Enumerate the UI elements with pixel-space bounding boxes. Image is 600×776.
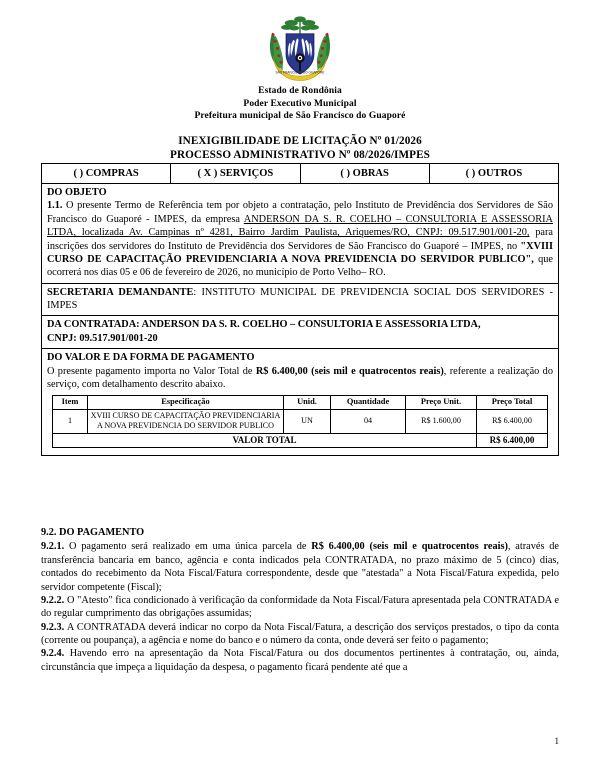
- pagamento-1-bold: R$ 6.400,00 (seis mil e quatrocentos reais): [311, 541, 508, 553]
- title-inexigibilidade: INEXIGIBILIDADE DE LICITAÇÃO Nº 01/2026: [178, 134, 422, 147]
- cell-especificacao: XVIII CURSO DE CAPACITAÇÃO PREVIDENCIARIA A NOVA PREVIDENCIA DO SERVIDOR PUBLICO: [88, 410, 284, 434]
- cell-preco-unit: R$ 1.600,00: [406, 410, 477, 434]
- document-masthead: [0, 0, 600, 163]
- org-line-branch: Poder Executivo Municipal: [243, 98, 357, 109]
- valor-amount: R$ 6.400,00 (seis mil e quatrocentos reais): [255, 365, 444, 377]
- category-compras[interactable]: ( ) COMPRAS: [42, 164, 171, 183]
- objeto-text-3: que ocorrerá nos dias 05 e 06 de fevereiro de 2026, no município de Porto Velho– RO.: [47, 253, 553, 279]
- pagamento-item-3: [41, 621, 559, 648]
- items-table: [52, 395, 548, 448]
- total-value: R$ 6.400,00: [477, 433, 548, 448]
- svg-text:SÃO FRANCISCO DO GUAPORÉ: SÃO FRANCISCO DO GUAPORÉ: [275, 70, 325, 75]
- document-title-block: [0, 134, 600, 164]
- table-total-row: [53, 433, 548, 448]
- section-objeto: [42, 184, 558, 284]
- objeto-course: "XVIII CURSO DE CAPACITAÇÃO PREVIDENCIARIA A NOVA PREVIDENCIA DO SERVIDOR PUBLICO",: [47, 240, 553, 265]
- pagamento-3-number: 9.2.3.: [41, 621, 65, 633]
- valor-paragraph: [47, 365, 553, 392]
- objeto-text-1: O presente Termo de Referência tem por objeto a contratação, pelo Instituto de Previdência dos Servidores de São Francisco do Guaporé - IMPES, da empresa: [47, 200, 553, 225]
- col-especificacao: Especificação: [88, 396, 284, 410]
- pagamento-2-number: 9.2.2.: [41, 594, 65, 606]
- total-label: VALOR TOTAL: [53, 433, 477, 448]
- col-preco-total: Preço Total: [477, 396, 548, 410]
- valor-text-2: , referente a realização do serviço, com detalhamento descrito abaixo.: [47, 365, 553, 390]
- col-unid: Unid.: [284, 396, 331, 410]
- title-processo: PROCESSO ADMINISTRATIVO Nº 08/2026/IMPES: [170, 149, 430, 162]
- secretaria-label: SECRETARIA DEMANDANTE: [47, 286, 194, 298]
- org-line-city: Prefeitura municipal de São Francisco do Guaporé: [194, 111, 406, 122]
- contratada-line1: DA CONTRATADA: ANDERSON DA S. R. COELHO – CONSULTORIA E ASSESSORIA LTDA,: [47, 319, 481, 331]
- category-outros[interactable]: ( ) OUTROS: [465, 168, 523, 179]
- cell-item: 1: [53, 410, 88, 434]
- section-contratada: [42, 316, 558, 349]
- pagamento-spacer: [41, 519, 559, 526]
- secretaria-value: : INSTITUTO MUNICIPAL DE PREVIDENCIA SOCIAL DOS SERVIDORES - IMPES: [47, 286, 553, 311]
- pagamento-heading: 9.2. DO PAGAMENTO: [41, 527, 145, 538]
- objeto-heading: DO OBJETO: [47, 187, 107, 198]
- items-table-wrapper: [47, 391, 553, 452]
- section-pagamento: [41, 519, 559, 674]
- cell-unid: UN: [284, 410, 331, 434]
- pagamento-1-text-2: , através de transferência bancaria em banco, agência e conta indicados pela CONTRATADA, no prazo máximo de 5 (cinco) dias, contados do recebimento da Nota Fiscal/Fatura correspondente, desde que "atestada" a Nota Fiscal/Fatura expedida, pelo servidor competente (Fiscal);: [41, 541, 559, 593]
- section-valor: [42, 349, 558, 455]
- pagamento-1-text-1: O pagamento será realizado em uma única parcela de: [64, 541, 312, 553]
- col-item: Item: [53, 396, 88, 410]
- contratada-line2: CNPJ: 09.517.901/001-20: [47, 332, 158, 344]
- section-secretaria: [42, 284, 558, 317]
- category-servicos[interactable]: ( X ) SERVIÇOS: [171, 164, 300, 183]
- pagamento-item-1: [41, 540, 559, 594]
- table-row: [53, 410, 548, 434]
- pagamento-3-text-1: A CONTRATADA deverá indicar no corpo da Nota Fiscal/Fatura, a descrição dos serviços prestados, o tipo da conta (corrente ou poupança), a agência e nome do banco e o número da conta, onde deverá ser feito o pagamento;: [41, 621, 559, 646]
- valor-text-1: O presente pagamento importa no Valor Total de: [47, 365, 256, 377]
- pagamento-item-4: [41, 647, 559, 674]
- pagamento-4-text-1: Havendo erro na apresentação da Nota Fiscal/Fatura ou dos documentos pertinentes à contratação, ou, ainda, circunstância que impeça a liquidação da despesa, o pagamento ficará pendente até que a: [41, 648, 559, 673]
- organization-lines: [0, 85, 600, 123]
- cell-preco-total: R$ 6.400,00: [477, 410, 548, 434]
- objeto-paragraph: [47, 199, 553, 279]
- page-number: 1: [554, 736, 559, 746]
- col-quantidade: Quantidade: [331, 396, 406, 410]
- pagamento-2-text-1: O "Atesto" fica condicionado à verificação da conformidade da Nota Fiscal/Fatura apresentada pela CONTRATADA e do regular cumprimento das obrigações assumidas;: [41, 594, 559, 620]
- col-preco-unit: Preço Unit.: [406, 396, 477, 410]
- pagamento-1-number: 9.2.1.: [41, 541, 65, 553]
- document-body-frame: [41, 163, 559, 456]
- objeto-company: ANDERSON DA S. R. COELHO – CONSULTORIA E ASSESSORIA LTDA, localizada Av. Campinas nº 4281, Bairro Jardim Paulista, Ariquemes/RO, CNPJ: 09.517.901/001-20,: [47, 213, 553, 239]
- items-table-header-row: [53, 396, 548, 410]
- secretaria-paragraph: [47, 286, 553, 313]
- cell-quantidade: 04: [331, 410, 406, 434]
- org-line-state: Estado de Rondônia: [258, 86, 342, 96]
- objeto-number: 1.1.: [47, 200, 63, 212]
- objeto-text-2: para inscrições dos servidores do Instituto de Previdência dos Servidores de São Francisco do Guaporé – IMPES, no: [47, 227, 553, 252]
- pagamento-item-2: [41, 594, 559, 621]
- pagamento-4-number: 9.2.4.: [41, 648, 65, 660]
- valor-heading: DO VALOR E DA FORMA DE PAGAMENTO: [47, 352, 255, 364]
- category-row: [42, 164, 558, 184]
- category-obras[interactable]: ( ) OBRAS: [301, 164, 430, 183]
- coat-of-arms-icon: [263, 12, 337, 82]
